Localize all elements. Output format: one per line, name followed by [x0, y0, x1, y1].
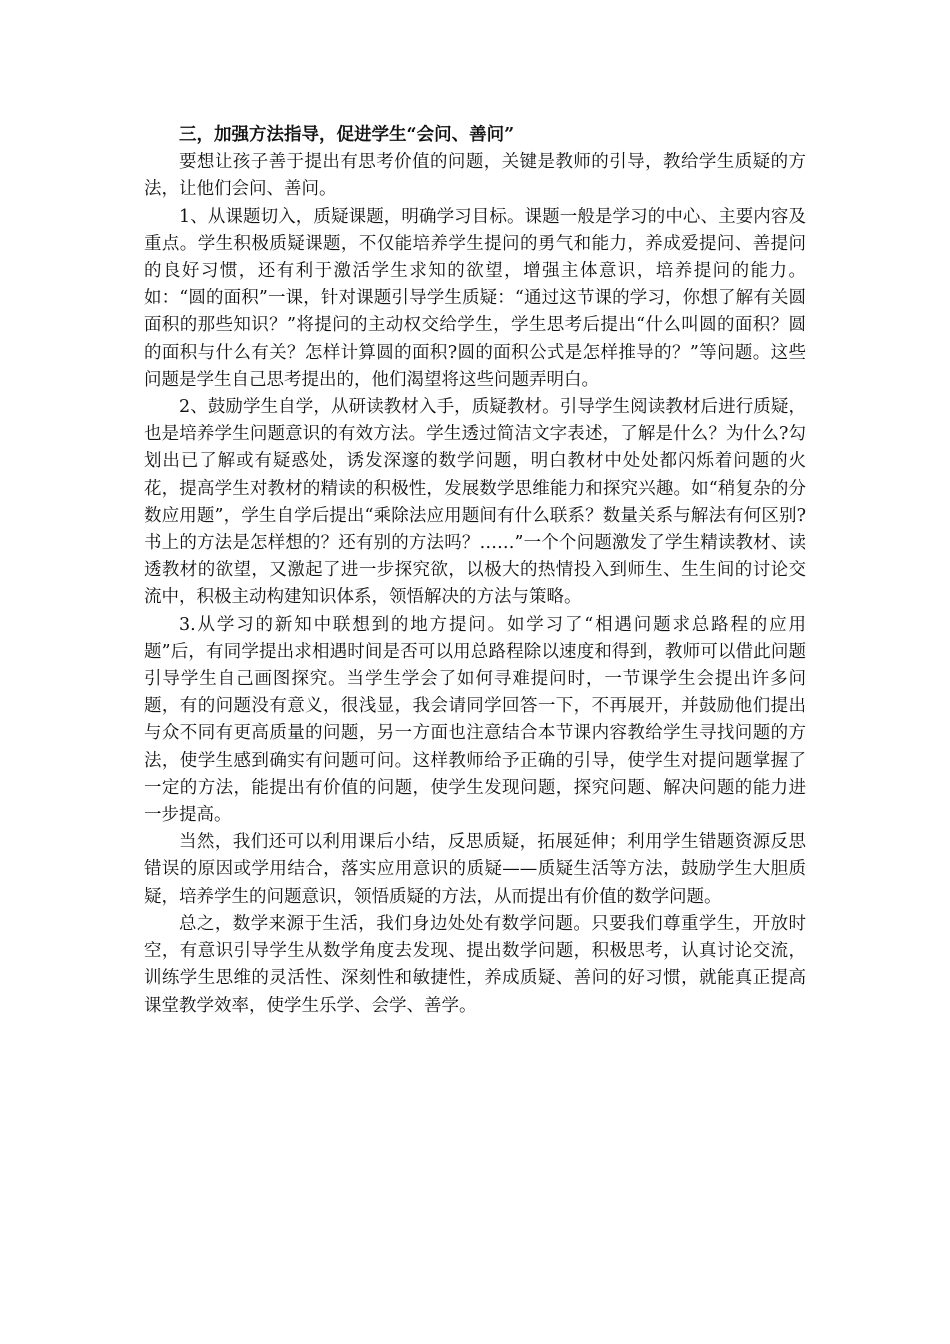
- document-body: [144, 122, 806, 1020]
- paragraph-method-1: 1、从课题切入，质疑课题，明确学习目标。课题一般是学习的中心、主要内容及重点。学生积极质疑课题，不仅能培养学生提问的勇气和能力，养成爱提问、善提问的良好习惯，还有利于激活学生求知的欲望，增强主体意识，培养提问的能力。如：“圆的面积”一课，针对课题引导学生质疑：“通过这节课的学习，你想了解有关圆面积的那些知识？”将提问的主动权交给学生，学生思考后提出“什么叫圆的面积？圆的面积与什么有关？怎样计算圆的面积?圆的面积公式是怎样推导的？”等问题。这些问题是学生自己思考提出的，他们渴望将这些问题弄明白。: [144, 206, 806, 390]
- section-heading: 三，加强方法指导，促进学生“会问、善问”: [179, 125, 515, 145]
- paragraph-intro: 要想让孩子善于提出有思考价值的问题，关键是教师的引导，教给学生质疑的方法，让他们会问、善问。: [144, 152, 806, 200]
- paragraph-method-2: 2、鼓励学生自学，从研读教材入手，质疑教材。引导学生阅读教材后进行质疑，也是培养学生问题意识的有效方法。学生透过简洁文字表述，了解是什么？为什么?勾划出已了解或有疑惑处，诱发深邃的数学问题，明白教材中处处都闪烁着问题的火花，提高学生对教材的精读的积极性，发展数学思维能力和探究兴趣。如“稍复杂的分数应用题”，学生自学后提出“乘除法应用题间有什么联系？数量关系与解法有何区别?书上的方法是怎样想的？还有别的方法吗？……”一个个问题激发了学生精读教材、读透教材的欲望，又激起了进一步探究欲，以极大的热情投入到师生、生生间的讨论交流中，积极主动构建知识体系，领悟解决的方法与策略。: [144, 397, 806, 608]
- paragraph-method-3: 3.从学习的新知中联想到的地方提问。如学习了“相遇问题求总路程的应用题”后，有同学提出求相遇时间是否可以用总路程除以速度和得到，教师可以借此问题引导学生自己画图探究。当学生学会了如何寻难提问时，一节课学生会提出许多问题，有的问题没有意义，很浅显，我会请同学回答一下，不再展开，并鼓励他们提出与众不同有更高质量的问题，另一方面也注意结合本节课内容教给学生寻找问题的方法，使学生感到确实有问题可问。这样教师给予正确的引导，使学生对提问题掌握了一定的方法，能提出有价值的问题，使学生发现问题，探究问题、解决问题的能力进一步提高。: [144, 614, 806, 826]
- paragraph-conclusion: 总之，数学来源于生活，我们身边处处有数学问题。只要我们尊重学生，开放时空，有意识引导学生从数学角度去发现、提出数学问题，积极思考，认真讨论交流，训练学生思维的灵活性、深刻性和敏捷性，养成质疑、善问的好习惯，就能真正提高课堂教学效率，使学生乐学、会学、善学。: [144, 913, 806, 1016]
- paragraph-additional: 当然，我们还可以利用课后小结，反思质疑，拓展延伸；利用学生错题资源反思错误的原因或学用结合，落实应用意识的质疑——质疑生活等方法，鼓励学生大胆质疑，培养学生的问题意识，领悟质疑的方法，从而提出有价值的数学问题。: [144, 832, 806, 907]
